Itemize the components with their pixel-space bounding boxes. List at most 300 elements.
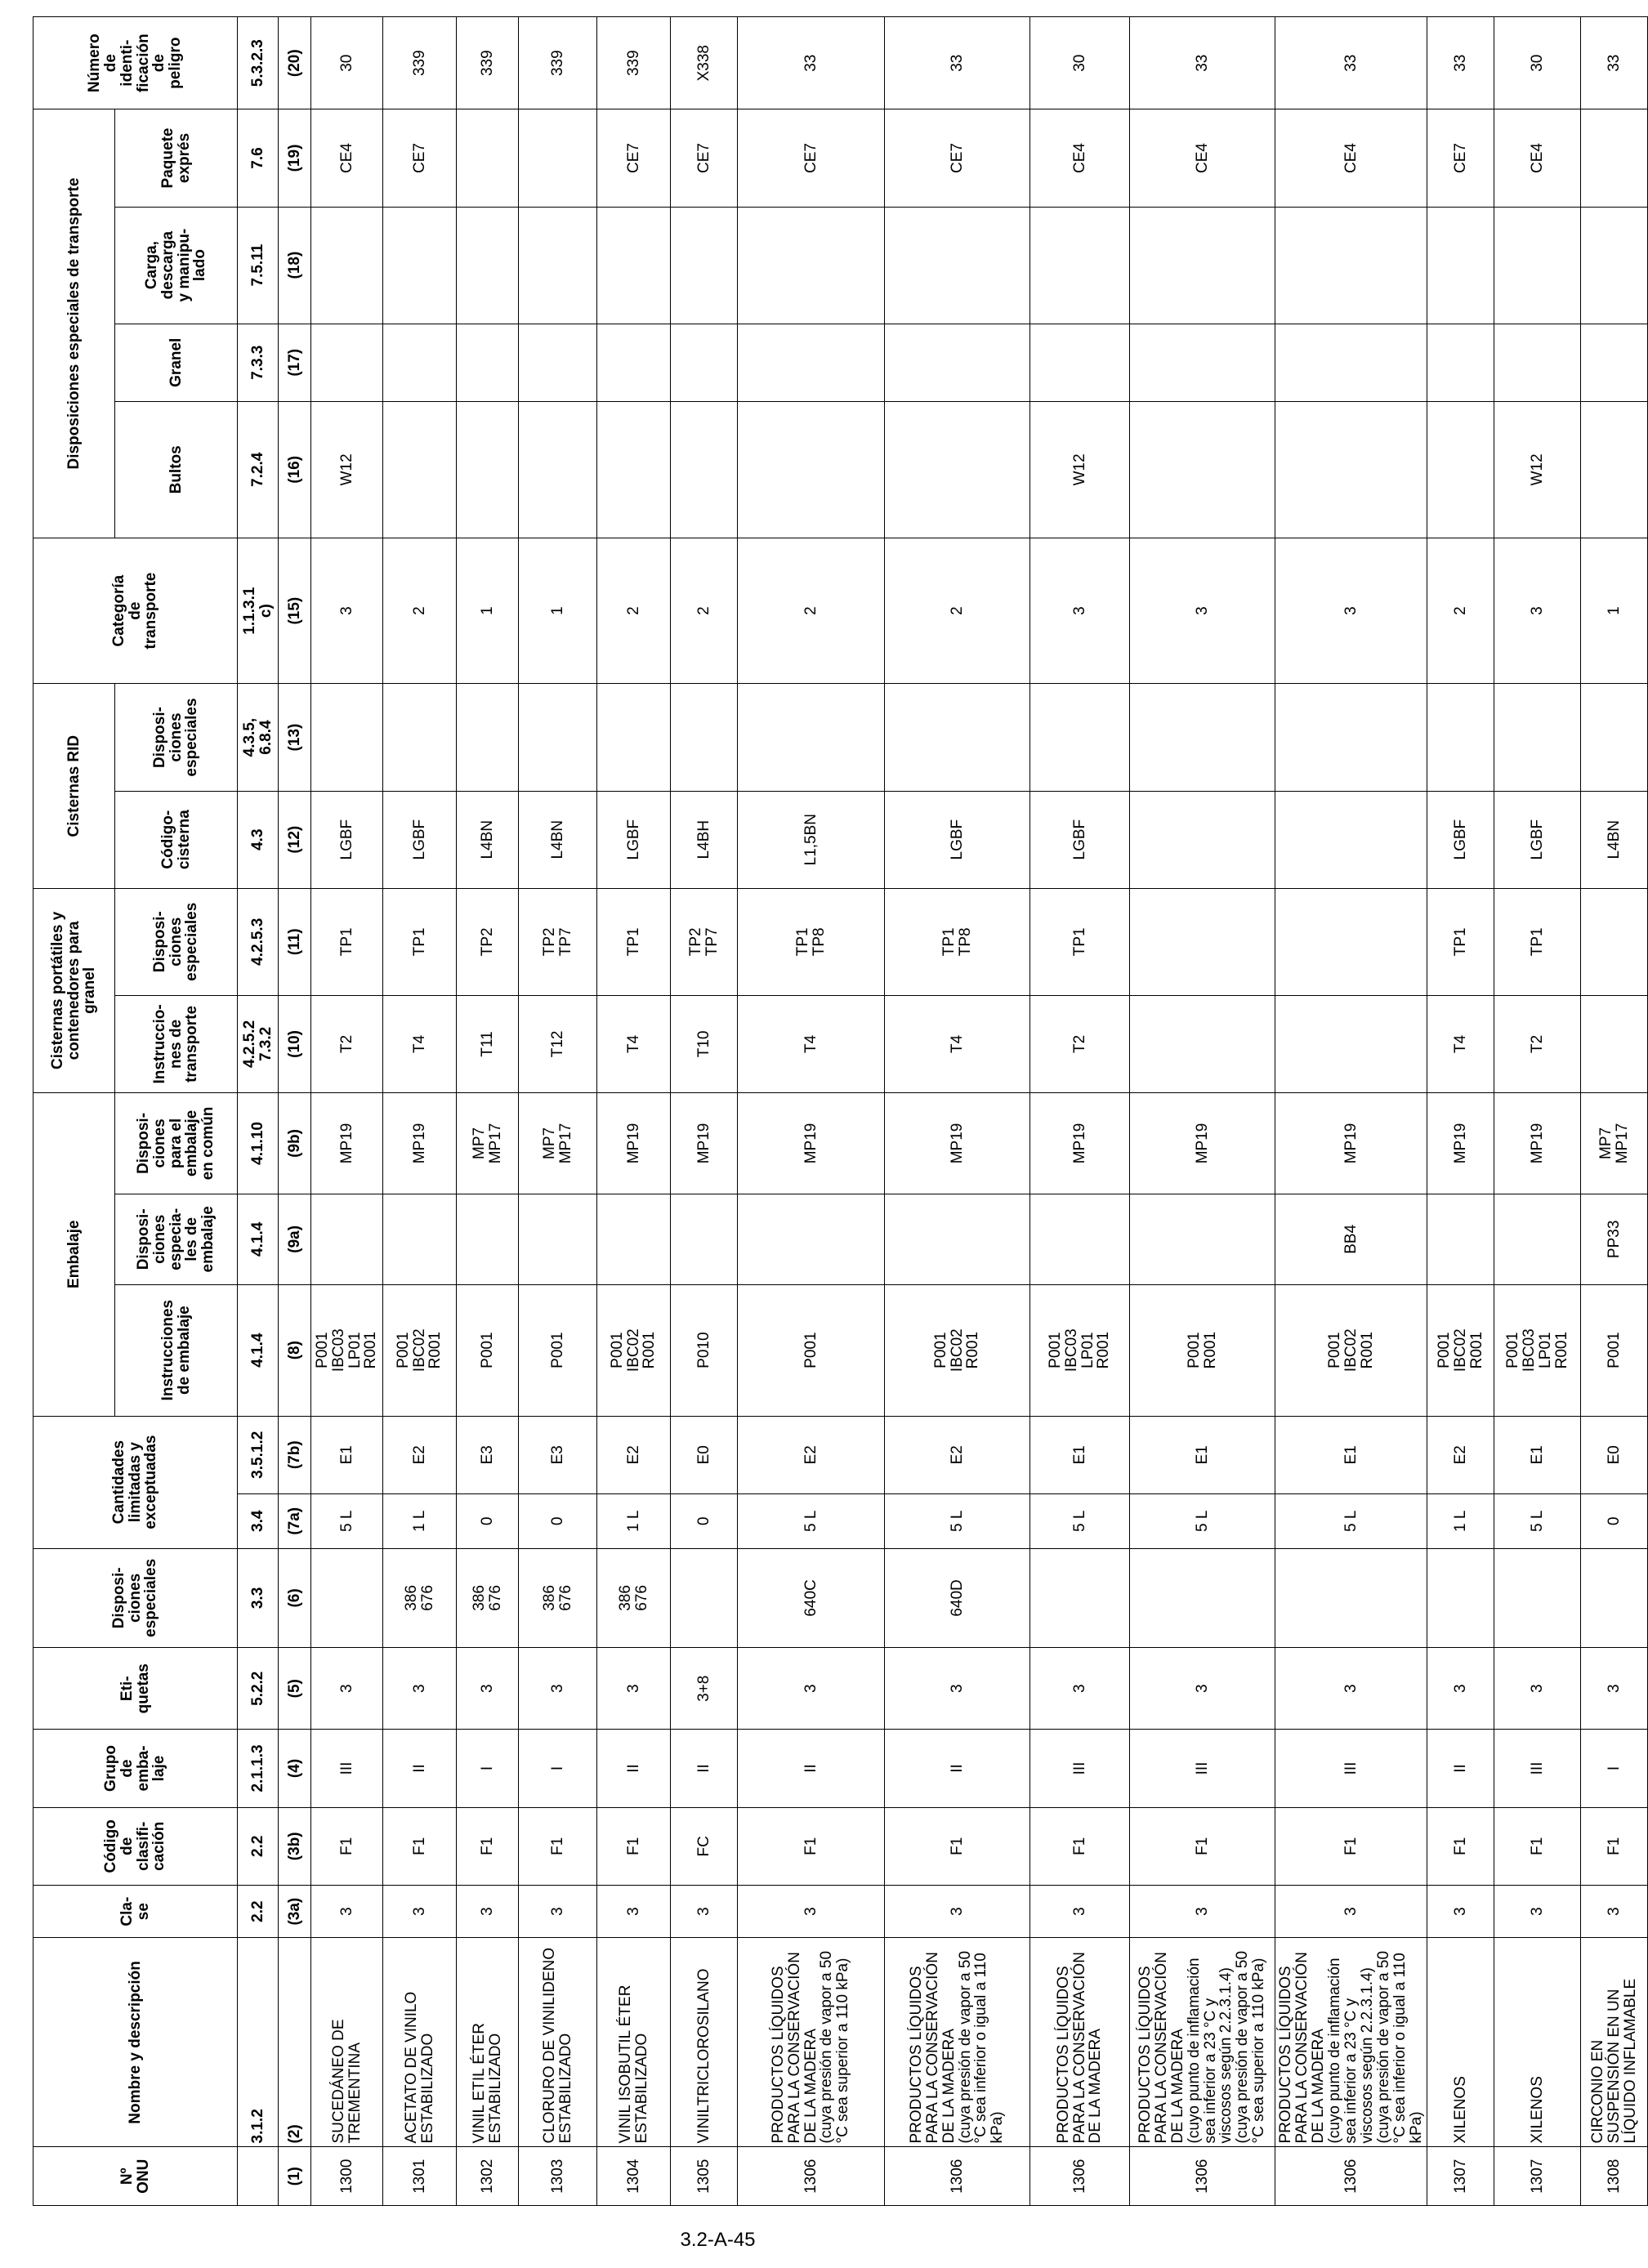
header-un-no: Nº ONU bbox=[33, 2147, 238, 2206]
header-bultos: Bultos bbox=[115, 401, 238, 538]
header-loading: Carga, descarga y manipu- lado bbox=[115, 207, 238, 324]
reference-cell: 7.3.3 bbox=[238, 324, 279, 401]
table-cell bbox=[311, 1548, 383, 1648]
table-cell: III bbox=[311, 1730, 383, 1807]
table-cell: 33 bbox=[1130, 17, 1275, 109]
substance-name-cell: ACETATO DE VINILO ESTABILIZADO bbox=[383, 1938, 457, 2147]
table-cell bbox=[671, 324, 738, 401]
table-cell: TP1 TP8 bbox=[885, 888, 1030, 995]
table-cell: T12 bbox=[519, 995, 597, 1092]
table-cell bbox=[1581, 1548, 1648, 1648]
un-number-cell: 1301 bbox=[383, 2147, 457, 2206]
table-cell: CE4 bbox=[1030, 109, 1130, 207]
table-cell: 3 bbox=[519, 1885, 597, 1937]
table-cell: L4BN bbox=[1581, 791, 1648, 888]
table-row bbox=[519, 17, 597, 2206]
table-cell: P001 IBC03 LP01 R001 bbox=[1494, 1284, 1581, 1416]
reference-cell bbox=[238, 2147, 279, 2206]
table-cell bbox=[1030, 1194, 1130, 1284]
table-cell: 3 bbox=[1494, 538, 1581, 684]
dangerous-goods-table bbox=[33, 16, 1648, 2206]
column-number-cell: (4) bbox=[279, 1730, 311, 1807]
reference-cell: 4.1.10 bbox=[238, 1092, 279, 1194]
table-cell: L4BN bbox=[457, 791, 519, 888]
table-row bbox=[671, 17, 738, 2206]
table-cell bbox=[738, 1194, 885, 1284]
un-number-cell: 1308 bbox=[1581, 2147, 1648, 2206]
table-cell: T2 bbox=[1494, 995, 1581, 1092]
column-number-row bbox=[279, 17, 311, 2206]
column-number-cell: (9b) bbox=[279, 1092, 311, 1194]
table-cell bbox=[1130, 995, 1275, 1092]
table-cell: TP2 TP7 bbox=[519, 888, 597, 995]
table-cell bbox=[1130, 207, 1275, 324]
table-cell bbox=[1130, 888, 1275, 995]
table-cell bbox=[671, 1548, 738, 1648]
header-granel: Granel bbox=[115, 324, 238, 401]
table-cell bbox=[1581, 109, 1648, 207]
header-classification-code: Código de clasifi- cación bbox=[33, 1807, 238, 1885]
table-cell: F1 bbox=[457, 1807, 519, 1885]
table-cell bbox=[1427, 207, 1494, 324]
substance-name-cell: XILENOS bbox=[1494, 1938, 1581, 2147]
reference-cell: 3.5.1.2 bbox=[238, 1416, 279, 1493]
table-cell: MP7 MP17 bbox=[457, 1092, 519, 1194]
substance-name-cell: SUCEDÁNEO DE TREMENTINA bbox=[311, 1938, 383, 2147]
reference-cell: 4.3.5, 6.8.4 bbox=[238, 684, 279, 791]
table-cell bbox=[671, 207, 738, 324]
table-cell: E3 bbox=[457, 1416, 519, 1493]
table-cell: LGBF bbox=[597, 791, 671, 888]
table-cell: 30 bbox=[311, 17, 383, 109]
table-cell: CE7 bbox=[597, 109, 671, 207]
table-cell: 5 L bbox=[1030, 1493, 1130, 1548]
reference-cell: 4.3 bbox=[238, 791, 279, 888]
column-number-cell: (9a) bbox=[279, 1194, 311, 1284]
table-cell bbox=[311, 1194, 383, 1284]
table-cell: LGBF bbox=[1427, 791, 1494, 888]
table-cell: 5 L bbox=[885, 1493, 1030, 1548]
table-cell bbox=[597, 324, 671, 401]
table-cell bbox=[885, 324, 1030, 401]
table-cell bbox=[457, 207, 519, 324]
column-number-cell: (18) bbox=[279, 207, 311, 324]
reference-cell: 2.1.1.3 bbox=[238, 1730, 279, 1807]
un-number-cell: 1306 bbox=[1030, 2147, 1130, 2206]
table-cell bbox=[1494, 207, 1581, 324]
table-cell: P001 IBC02 R001 bbox=[383, 1284, 457, 1416]
table-cell bbox=[1494, 1548, 1581, 1648]
table-cell: 0 bbox=[1581, 1493, 1648, 1548]
header-tank-code: Código- cisterna bbox=[115, 791, 238, 888]
column-number-cell: (10) bbox=[279, 995, 311, 1092]
table-cell: E1 bbox=[311, 1416, 383, 1493]
table-cell: F1 bbox=[1030, 1807, 1130, 1885]
table-cell: 1 L bbox=[383, 1493, 457, 1548]
table-cell: TP1 bbox=[1030, 888, 1130, 995]
table-cell bbox=[1581, 324, 1648, 401]
table-cell: III bbox=[1494, 1730, 1581, 1807]
table-cell: 640D bbox=[885, 1548, 1030, 1648]
table-cell bbox=[1130, 401, 1275, 538]
table-cell bbox=[383, 401, 457, 538]
table-cell: MP19 bbox=[671, 1092, 738, 1194]
table-cell bbox=[1275, 995, 1427, 1092]
table-cell: II bbox=[738, 1730, 885, 1807]
table-cell bbox=[1030, 684, 1130, 791]
header-name: Nombre y descripción bbox=[33, 1938, 238, 2147]
table-cell bbox=[457, 109, 519, 207]
table-cell: 3 bbox=[1130, 1648, 1275, 1730]
reference-cell: 3.3 bbox=[238, 1548, 279, 1648]
table-cell: E1 bbox=[1130, 1416, 1275, 1493]
table-cell bbox=[885, 1194, 1030, 1284]
table-cell: 2 bbox=[383, 538, 457, 684]
column-number-cell: (8) bbox=[279, 1284, 311, 1416]
table-cell bbox=[519, 1194, 597, 1284]
table-cell bbox=[738, 401, 885, 538]
table-cell: MP7 MP17 bbox=[519, 1092, 597, 1194]
table-cell: 3 bbox=[519, 1648, 597, 1730]
table-cell: 33 bbox=[1427, 17, 1494, 109]
table-cell: P010 bbox=[671, 1284, 738, 1416]
table-cell bbox=[383, 684, 457, 791]
table-cell: II bbox=[885, 1730, 1030, 1807]
table-cell: P001 bbox=[519, 1284, 597, 1416]
table-cell: 2 bbox=[1427, 538, 1494, 684]
table-cell bbox=[1427, 1548, 1494, 1648]
table-cell: CE4 bbox=[1130, 109, 1275, 207]
column-number-cell: (20) bbox=[279, 17, 311, 109]
table-cell: 3 bbox=[671, 1885, 738, 1937]
table-cell: 3 bbox=[1427, 1648, 1494, 1730]
table-cell: I bbox=[457, 1730, 519, 1807]
table-cell: P001 IBC02 R001 bbox=[597, 1284, 671, 1416]
table-cell: 3 bbox=[1275, 1648, 1427, 1730]
table-cell: 3 bbox=[1275, 1885, 1427, 1937]
table-cell bbox=[1275, 1548, 1427, 1648]
table-row bbox=[885, 17, 1030, 2206]
table-cell: MP19 bbox=[1427, 1092, 1494, 1194]
table-cell: 2 bbox=[671, 538, 738, 684]
table-cell: 3 bbox=[738, 1885, 885, 1937]
table-cell: CE4 bbox=[1275, 109, 1427, 207]
table-cell: CE7 bbox=[671, 109, 738, 207]
reference-cell: 4.2.5.2 7.3.2 bbox=[238, 995, 279, 1092]
reference-cell: 7.5.11 bbox=[238, 207, 279, 324]
table-cell: T10 bbox=[671, 995, 738, 1092]
table-cell bbox=[1130, 684, 1275, 791]
table-cell: MP19 bbox=[1030, 1092, 1130, 1194]
table-cell bbox=[1427, 401, 1494, 538]
table-cell: TP1 bbox=[597, 888, 671, 995]
table-cell: TP1 bbox=[1427, 888, 1494, 995]
table-cell bbox=[1494, 684, 1581, 791]
table-row bbox=[457, 17, 519, 2206]
table-cell: 3 bbox=[457, 1648, 519, 1730]
table-cell: F1 bbox=[1275, 1807, 1427, 1885]
table-cell: 3 bbox=[1427, 1885, 1494, 1937]
table-cell bbox=[457, 1194, 519, 1284]
rotated-table-wrapper bbox=[33, 16, 1639, 2206]
table-cell: 0 bbox=[671, 1493, 738, 1548]
substance-name-cell: CLORURO DE VINILIDENO ESTABILIZADO bbox=[519, 1938, 597, 2147]
table-cell: F1 bbox=[519, 1807, 597, 1885]
table-cell: II bbox=[671, 1730, 738, 1807]
reference-cell: 5.2.2 bbox=[238, 1648, 279, 1730]
table-cell: P001 IBC02 R001 bbox=[1275, 1284, 1427, 1416]
table-row bbox=[383, 17, 457, 2206]
table-cell: 2 bbox=[885, 538, 1030, 684]
table-row bbox=[1581, 17, 1648, 2206]
header-mixed-packing: Disposi- ciones para el embalaje en común bbox=[115, 1092, 238, 1194]
header-tank-instructions: Instruccio- nes de transporte bbox=[115, 995, 238, 1092]
table-cell bbox=[519, 109, 597, 207]
table-cell: F1 bbox=[1130, 1807, 1275, 1885]
table-cell: 5 L bbox=[738, 1493, 885, 1548]
table-body bbox=[311, 17, 1648, 2206]
header-packing-group: Grupo de emba- laje bbox=[33, 1730, 238, 1807]
table-cell: T4 bbox=[738, 995, 885, 1092]
table-cell: LGBF bbox=[383, 791, 457, 888]
reference-cell: 3.4 bbox=[238, 1493, 279, 1548]
table-cell: II bbox=[597, 1730, 671, 1807]
table-cell: 339 bbox=[519, 17, 597, 109]
table-cell: III bbox=[1130, 1730, 1275, 1807]
table-cell: 5 L bbox=[311, 1493, 383, 1548]
table-cell: 3 bbox=[1030, 538, 1130, 684]
table-cell: 33 bbox=[885, 17, 1030, 109]
table-cell: P001 IBC02 R001 bbox=[1427, 1284, 1494, 1416]
reference-cell: 4.1.4 bbox=[238, 1284, 279, 1416]
table-cell: 3 bbox=[738, 1648, 885, 1730]
header-special-provisions: Disposi- ciones especiales bbox=[33, 1548, 238, 1648]
table-cell: W12 bbox=[1030, 401, 1130, 538]
un-number-cell: 1307 bbox=[1494, 2147, 1581, 2206]
table-cell: F1 bbox=[597, 1807, 671, 1885]
table-cell bbox=[1030, 207, 1130, 324]
table-cell: F1 bbox=[1581, 1807, 1648, 1885]
reference-cell: 1.1.3.1 c) bbox=[238, 538, 279, 684]
table-cell: 3 bbox=[1130, 1885, 1275, 1937]
column-number-cell: (5) bbox=[279, 1648, 311, 1730]
table-cell: X338 bbox=[671, 17, 738, 109]
table-cell: 3 bbox=[597, 1648, 671, 1730]
table-cell bbox=[1030, 1548, 1130, 1648]
table-cell bbox=[1427, 324, 1494, 401]
table-cell: FC bbox=[671, 1807, 738, 1885]
table-cell: CE4 bbox=[1494, 109, 1581, 207]
table-cell: 5 L bbox=[1494, 1493, 1581, 1548]
table-cell: LGBF bbox=[885, 791, 1030, 888]
table-cell bbox=[383, 324, 457, 401]
un-number-cell: 1306 bbox=[885, 2147, 1030, 2206]
header-rid-special: Disposi- ciones especiales bbox=[115, 684, 238, 791]
table-cell: 339 bbox=[597, 17, 671, 109]
table-cell: P001 bbox=[1581, 1284, 1648, 1416]
table-cell: 0 bbox=[457, 1493, 519, 1548]
table-cell: 386 676 bbox=[519, 1548, 597, 1648]
table-cell: III bbox=[1275, 1730, 1427, 1807]
substance-name-cell: PRODUCTOS LÍQUIDOS PARA LA CONSERVACIÓN DE LA MADERA (cuyo punto de inflamación sea inferior a 23 °C y viscosos según 2.2.3.1.4) (cuya presión de vapor a 50 °C sea superior a 110 kPa) bbox=[1130, 1938, 1275, 2147]
column-number-cell: (16) bbox=[279, 401, 311, 538]
table-cell: LGBF bbox=[1030, 791, 1130, 888]
table-cell: 30 bbox=[1494, 17, 1581, 109]
table-cell: MP19 bbox=[1494, 1092, 1581, 1194]
table-cell: P001 IBC03 LP01 R001 bbox=[1030, 1284, 1130, 1416]
table-cell: 3 bbox=[1030, 1885, 1130, 1937]
table-cell: MP19 bbox=[738, 1092, 885, 1194]
un-number-cell: 1306 bbox=[1275, 2147, 1427, 2206]
substance-name-cell: PRODUCTOS LÍQUIDOS PARA LA CONSERVACIÓN DE LA MADERA bbox=[1030, 1938, 1130, 2147]
table-cell: 1 L bbox=[1427, 1493, 1494, 1548]
table-cell: PP33 bbox=[1581, 1194, 1648, 1284]
table-cell bbox=[885, 207, 1030, 324]
table-cell bbox=[311, 684, 383, 791]
table-cell: 2 bbox=[738, 538, 885, 684]
table-cell: P001 bbox=[738, 1284, 885, 1416]
table-cell bbox=[1275, 401, 1427, 538]
table-cell: L1,5BN bbox=[738, 791, 885, 888]
table-cell: 3 bbox=[1130, 538, 1275, 684]
table-cell bbox=[597, 1194, 671, 1284]
table-cell: MP19 bbox=[597, 1092, 671, 1194]
table-cell: 5 L bbox=[1130, 1493, 1275, 1548]
column-number-cell: (7a) bbox=[279, 1493, 311, 1548]
table-cell: 3 bbox=[597, 1885, 671, 1937]
table-cell: 1 L bbox=[597, 1493, 671, 1548]
column-number-cell: (3b) bbox=[279, 1807, 311, 1885]
table-cell: 2 bbox=[597, 538, 671, 684]
table-cell: 33 bbox=[738, 17, 885, 109]
table-cell: 3 bbox=[383, 1648, 457, 1730]
header-special-transport: Disposiciones especiales de transporte bbox=[33, 109, 115, 538]
header-special-packing: Disposi- ciones especia- les de embalaje bbox=[115, 1194, 238, 1284]
header-hazard-id: Número de identi- ficación de peligro bbox=[33, 17, 238, 109]
table-cell bbox=[383, 1194, 457, 1284]
table-cell: P001 IBC02 R001 bbox=[885, 1284, 1030, 1416]
column-number-cell: (19) bbox=[279, 109, 311, 207]
table-cell: 0 bbox=[519, 1493, 597, 1548]
column-number-cell: (13) bbox=[279, 684, 311, 791]
column-number-cell: (6) bbox=[279, 1548, 311, 1648]
table-cell: 3 bbox=[311, 538, 383, 684]
table-cell: F1 bbox=[885, 1807, 1030, 1885]
table-cell: 3 bbox=[1275, 538, 1427, 684]
table-cell: 3 bbox=[311, 1885, 383, 1937]
un-number-cell: 1306 bbox=[1130, 2147, 1275, 2206]
table-cell: P001 bbox=[457, 1284, 519, 1416]
substance-name-cell: VINIL ISOBUTIL ÉTER ESTABILIZADO bbox=[597, 1938, 671, 2147]
table-cell: TP2 TP7 bbox=[671, 888, 738, 995]
table-cell: 3 bbox=[1581, 1885, 1648, 1937]
table-cell bbox=[1581, 995, 1648, 1092]
table-cell: 3+8 bbox=[671, 1648, 738, 1730]
header-rid-tanks: Cisternas RID bbox=[33, 684, 115, 888]
un-number-cell: 1305 bbox=[671, 2147, 738, 2206]
table-cell: CE7 bbox=[383, 109, 457, 207]
column-number-cell: (15) bbox=[279, 538, 311, 684]
table-row bbox=[597, 17, 671, 2206]
table-cell: 3 bbox=[457, 1885, 519, 1937]
table-cell: P001 IBC03 LP01 R001 bbox=[311, 1284, 383, 1416]
table-cell bbox=[671, 401, 738, 538]
table-cell: 3 bbox=[1581, 1648, 1648, 1730]
table-cell: E1 bbox=[1494, 1416, 1581, 1493]
table-cell bbox=[519, 684, 597, 791]
table-cell: 386 676 bbox=[597, 1548, 671, 1648]
un-number-cell: 1302 bbox=[457, 2147, 519, 2206]
reference-cell: 7.6 bbox=[238, 109, 279, 207]
table-cell: TP2 bbox=[457, 888, 519, 995]
header-packaging: Embalaje bbox=[33, 1092, 115, 1416]
table-cell bbox=[1581, 207, 1648, 324]
table-cell: III bbox=[1030, 1730, 1130, 1807]
table-cell bbox=[597, 401, 671, 538]
table-cell: 30 bbox=[1030, 17, 1130, 109]
table-cell: 1 bbox=[519, 538, 597, 684]
table-cell: BB4 bbox=[1275, 1194, 1427, 1284]
table-cell: MP19 bbox=[1275, 1092, 1427, 1194]
table-cell bbox=[671, 684, 738, 791]
table-cell: E2 bbox=[597, 1416, 671, 1493]
table-cell: LGBF bbox=[1494, 791, 1581, 888]
header-tank-special: Disposi- ciones especiales bbox=[115, 888, 238, 995]
table-cell: 3 bbox=[885, 1648, 1030, 1730]
table-row bbox=[1427, 17, 1494, 2206]
table-cell bbox=[738, 207, 885, 324]
table-cell bbox=[519, 324, 597, 401]
header-labels: Eti- quetas bbox=[33, 1648, 238, 1730]
un-number-cell: 1304 bbox=[597, 2147, 671, 2206]
table-cell bbox=[1130, 1548, 1275, 1648]
table-row bbox=[311, 17, 383, 2206]
column-number-cell: (1) bbox=[279, 2147, 311, 2206]
table-cell: W12 bbox=[1494, 401, 1581, 538]
table-cell bbox=[1030, 324, 1130, 401]
table-cell: E1 bbox=[1275, 1416, 1427, 1493]
table-cell: E0 bbox=[1581, 1416, 1648, 1493]
column-number-cell: (12) bbox=[279, 791, 311, 888]
table-cell: F1 bbox=[1427, 1807, 1494, 1885]
table-cell bbox=[1275, 324, 1427, 401]
column-number-cell: (11) bbox=[279, 888, 311, 995]
table-cell: 3 bbox=[1494, 1885, 1581, 1937]
table-cell bbox=[1130, 324, 1275, 401]
table-cell bbox=[738, 324, 885, 401]
substance-name-cell: CIRCONIO EN SUSPENSIÓN EN UN LÍQUIDO INFLAMABLE bbox=[1581, 1938, 1648, 2147]
substance-name-cell: PRODUCTOS LÍQUIDOS PARA LA CONSERVACIÓN DE LA MADERA (cuyo punto de inflamación sea inferior a 23 °C y viscosos según 2.2.3.1.4) (cuya presión de vapor a 50 °C sea inferior o igual a 110 kPa) bbox=[1275, 1938, 1427, 2147]
table-cell bbox=[1494, 324, 1581, 401]
table-cell: T4 bbox=[383, 995, 457, 1092]
table-cell: F1 bbox=[738, 1807, 885, 1885]
substance-name-cell: VINIL ETIL ÉTER ESTABILIZADO bbox=[457, 1938, 519, 2147]
table-cell: 339 bbox=[457, 17, 519, 109]
table-cell: 640C bbox=[738, 1548, 885, 1648]
table-cell bbox=[597, 207, 671, 324]
header-packing-instructions: Instrucciones de embalaje bbox=[115, 1284, 238, 1416]
substance-name-cell: XILENOS bbox=[1427, 1938, 1494, 2147]
table-cell: 3 bbox=[311, 1648, 383, 1730]
table-cell: 1 bbox=[457, 538, 519, 684]
table-cell bbox=[519, 401, 597, 538]
table-cell: 3 bbox=[1030, 1648, 1130, 1730]
table-cell: T4 bbox=[1427, 995, 1494, 1092]
column-number-cell: (2) bbox=[279, 1938, 311, 2147]
table-cell bbox=[519, 207, 597, 324]
table-cell: II bbox=[1427, 1730, 1494, 1807]
table-cell: T11 bbox=[457, 995, 519, 1092]
